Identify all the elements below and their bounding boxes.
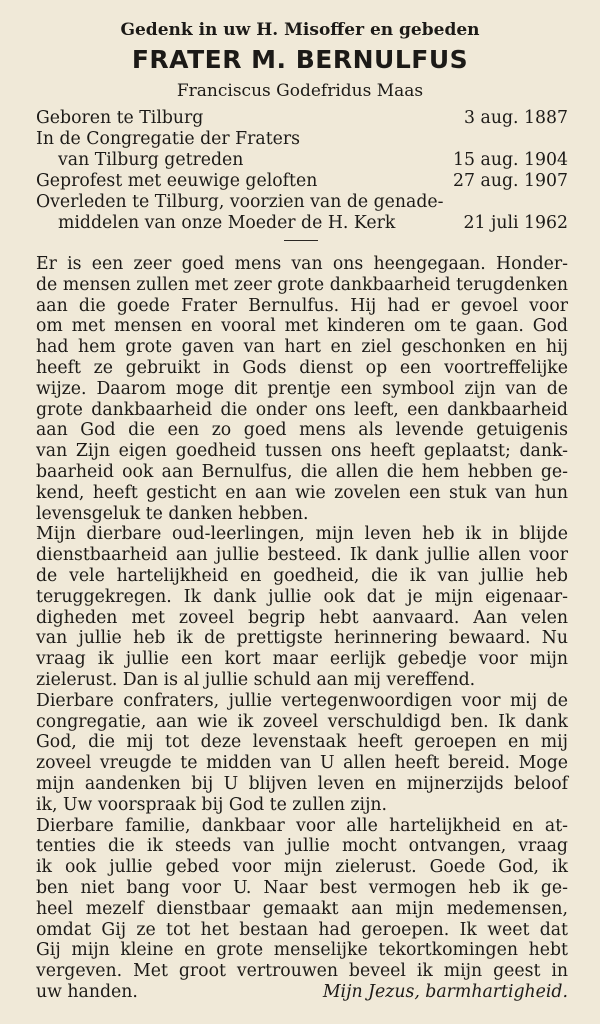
text-line: Dierbare confraters, jullie vertegenwoordigen voor mij de <box>36 690 568 711</box>
text-line: tenties die ik steeds van jullie mocht ontvangen, vraag <box>36 836 568 857</box>
profession-label: Geprofest met eeuwige geloften <box>36 171 318 191</box>
text-line: heel mezelf dienstbaar gemaakt aan mijn medemensen, <box>36 898 568 919</box>
congregation-date: 15 aug. 1904 <box>453 150 568 170</box>
text-line: dienstbaarheid aan jullie besteed. Ik dank jullie allen voor <box>36 545 568 566</box>
text-line: de mensen zullen met zeer grote dankbaarheid terugdenken <box>36 274 568 295</box>
congregation-label-1: In de Congregatie der Fraters <box>36 129 300 149</box>
text-line: ik, Uw voorspraak bij God te zullen zijn. <box>36 794 388 815</box>
text-line: Mijn dierbare oud-leerlingen, mijn leven heb ik in blijde <box>36 524 568 545</box>
text-line: wijze. Daarom moge dit prentje een symbool zijn van de <box>36 378 568 399</box>
text-line: mijn aandenken bij U blijven leven en mijnerzijds beloof <box>36 774 568 794</box>
text-line: van jullie heb ik de prettigste herinnering bewaard. Nu <box>36 628 568 649</box>
text-line: teruggekregen. Ik dank jullie ook dat je mijn eigenaar- <box>36 586 568 607</box>
closing-text: uw handen. <box>36 982 138 1002</box>
text-line: de vele hartelijkheid en goedheid, die ik van jullie heb <box>36 566 568 586</box>
death-label-2: middelen van onze Moeder de H. Kerk <box>58 213 396 233</box>
born-label: Geboren te Tilburg <box>36 108 204 128</box>
text-line: Gij mijn kleine en grote menselijke tekortkomingen hebt <box>36 940 568 961</box>
congregation-row-2 <box>36 150 568 171</box>
text-line: grote dankbaarheid die onder ons leeft, een dankbaarheid <box>36 399 568 420</box>
text-line: levensgeluk te danken hebben. <box>36 503 309 524</box>
text-line: congregatie, aan wie ik zoveel verschuldigd ben. Ik dank <box>36 711 568 732</box>
death-date: 21 juli 1962 <box>463 213 568 233</box>
text-line: heeft ze gebruikt in Gods dienst op een voortreffelijke <box>36 358 568 378</box>
closing-row <box>36 982 568 1003</box>
death-row-2 <box>36 213 568 234</box>
death-label-1: Overleden te Tilburg, voorzien van de genade- <box>36 192 444 212</box>
text-line: aan God die een zo goed mens als levende getuigenis <box>36 420 568 441</box>
death-row-1 <box>36 192 568 213</box>
text-line: zoveel vreugde te midden van U allen heeft bereid. Moge <box>36 753 568 774</box>
divider <box>284 240 318 241</box>
text-line: omdat Gij ze tot het bestaan had geroepen. Ik weet dat <box>36 919 568 940</box>
intro-line: Gedenk in uw H. Misoffer en gebeden <box>120 20 480 40</box>
born-date: 3 aug. 1887 <box>464 108 568 128</box>
text-line: Er is een zeer goed mens van ons heengegaan. Honder- <box>36 254 568 274</box>
deceased-name: FRATER M. BERNULFUS <box>131 45 469 74</box>
text-line: had hem grote gaven van hart en ziel geschonken en hij <box>36 337 568 358</box>
signature: Mijn Jezus, barmhartigheid. <box>322 982 568 1002</box>
text-line: ben niet bang voor U. Naar best vermogen heb ik ge- <box>36 878 568 898</box>
text-line: vergeven. Met groot vertrouwen beveel ik mijn geest in <box>36 961 568 982</box>
text-line: baarheid ook aan Bernulfus, die allen die hem hebben ge- <box>36 462 568 482</box>
congregation-label-2: van Tilburg getreden <box>58 150 244 170</box>
text-line: zielerust. Dan is al jullie schuld aan mij vereffend. <box>36 670 476 690</box>
profession-row <box>36 171 568 192</box>
full-name: Franciscus Godefridus Maas <box>176 81 424 101</box>
text-line: digheden met zoveel begrip hebt aanvaard. Aan velen <box>36 607 568 628</box>
text-line: van Zijn eigen goedheid tussen ons heeft geplaatst; dank- <box>36 441 568 462</box>
text-line: Dierbare familie, dankbaar voor alle hartelijkheid en at- <box>36 815 568 836</box>
profession-date: 27 aug. 1907 <box>453 171 568 191</box>
text-line: aan die goede Frater Bernulfus. Hij had er gevoel voor <box>36 295 568 316</box>
text-line: om met mensen en vooral met kinderen om te gaan. God <box>36 316 568 337</box>
text-line: kend, heeft gesticht en aan wie zovelen een stuk van hun <box>36 482 568 503</box>
text-line: vraag ik jullie een kort maar eerlijk gebedje voor mijn <box>36 649 568 670</box>
text-line: ik ook jullie gebed voor mijn zielerust. Goede God, ik <box>36 857 568 878</box>
born-row <box>36 108 568 129</box>
congregation-row-1 <box>36 129 568 150</box>
text-line: God, die mij tot deze levenstaak heeft geroepen en mij <box>36 732 568 753</box>
